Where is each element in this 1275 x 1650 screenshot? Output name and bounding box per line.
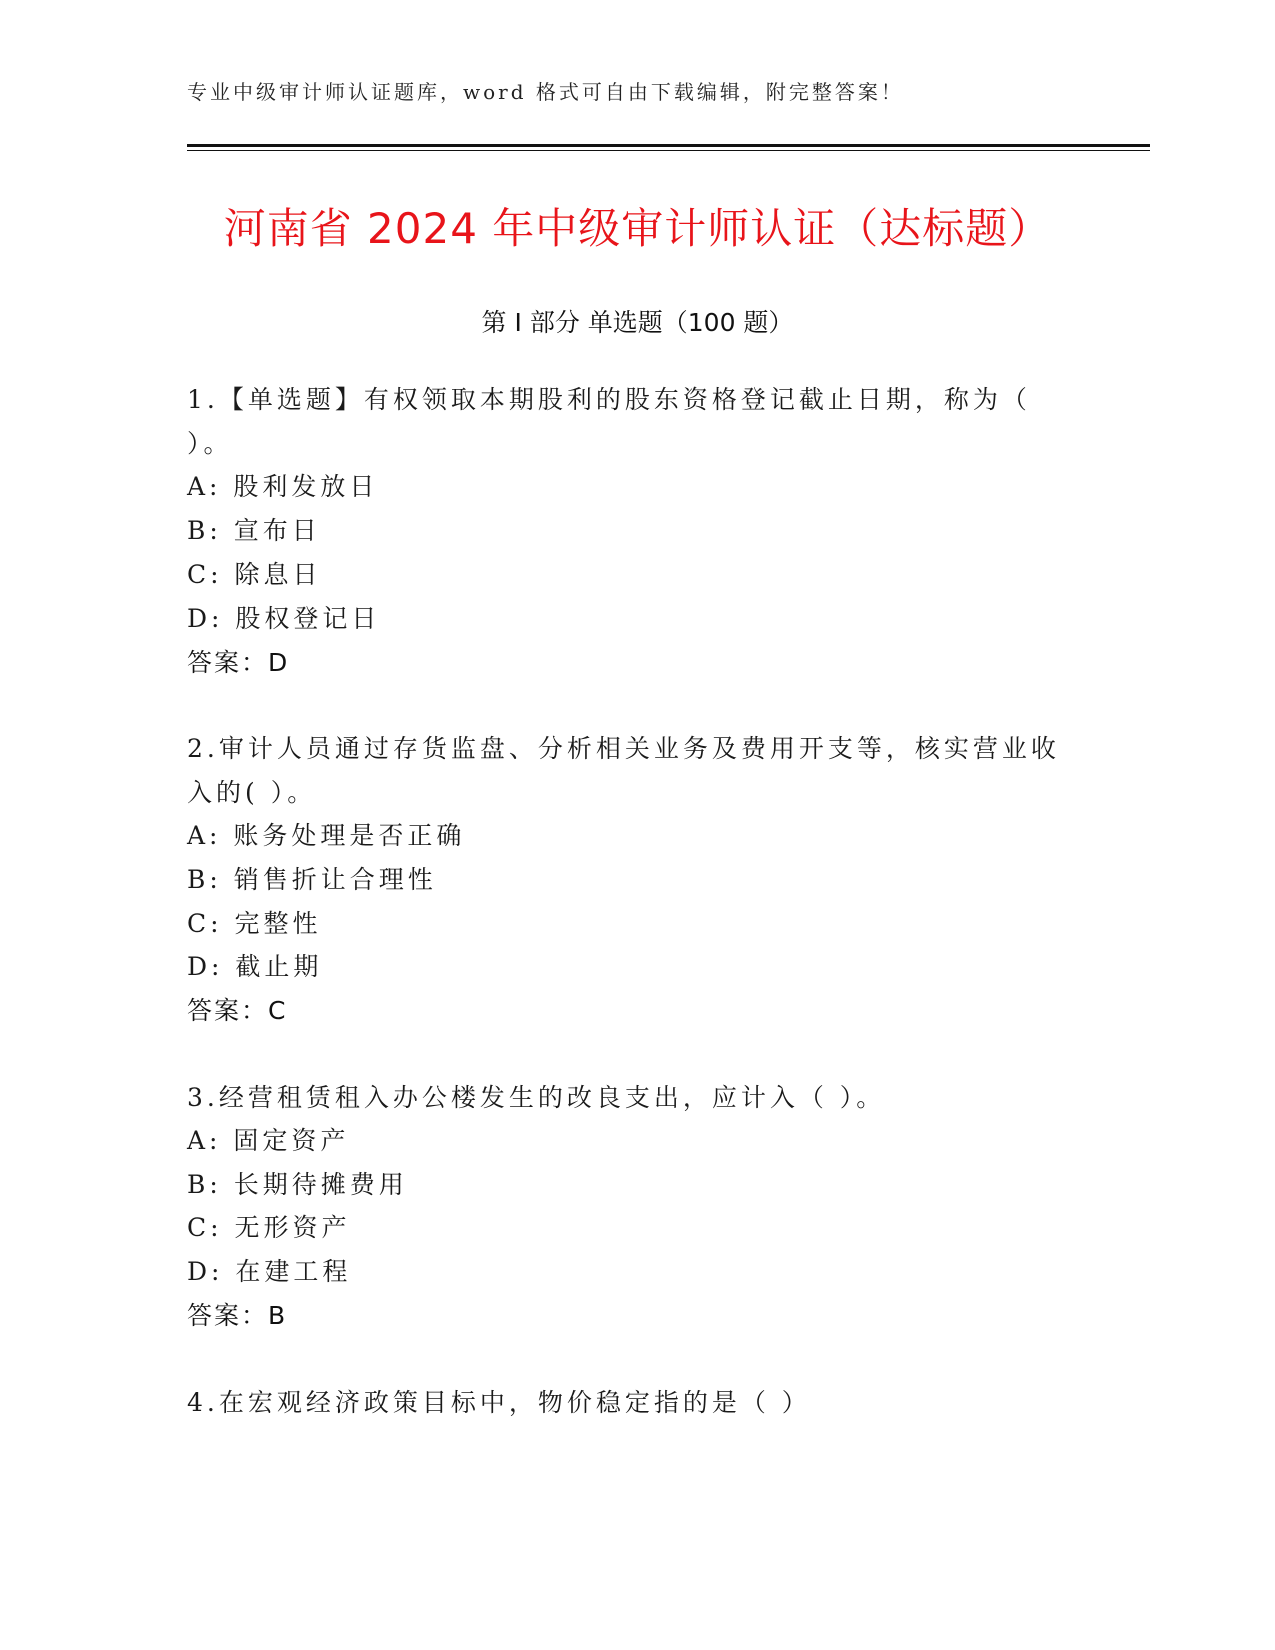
section-title: 第 I 部分 单选题（100 题）	[481, 308, 794, 337]
header-rule-thick	[187, 144, 1150, 147]
question-2-option-c: C: 完整性	[187, 909, 322, 938]
question-1-answer: 答案：D	[187, 648, 290, 677]
question-1-option-a: A: 股利发放日	[187, 472, 379, 501]
question-2-answer: 答案：C	[187, 996, 288, 1025]
document-title: 河南省 2024 年中级审计师认证（达标题）	[223, 204, 1052, 253]
question-1-option-d: D: 股权登记日	[187, 604, 381, 633]
question-2-option-b: B: 销售折让合理性	[187, 865, 437, 894]
question-3-option-c: C: 无形资产	[187, 1213, 351, 1242]
question-1-option-c: C: 除息日	[187, 560, 322, 589]
question-1-stem-line2: ）。	[187, 429, 233, 458]
question-4-stem-line1: 4.在宏观经济政策目标中，物价稳定指的是（ ）	[187, 1388, 811, 1417]
question-1-option-b: B: 宣布日	[187, 516, 321, 545]
question-3-option-d: D: 在建工程	[187, 1257, 352, 1286]
question-2-option-a: A: 账务处理是否正确	[187, 821, 466, 850]
question-3-answer: 答案：B	[187, 1301, 288, 1330]
header-rule-thin	[187, 150, 1150, 151]
question-2-stem-line1: 2.审计人员通过存货监盘、分析相关业务及费用开支等，核实营业收	[187, 734, 1060, 763]
question-3-stem-line1: 3.经营租赁租入办公楼发生的改良支出，应计入（ ）。	[187, 1083, 886, 1112]
question-2-stem-line2: 入的( ）。	[187, 778, 317, 807]
question-3-option-b: B: 长期待摊费用	[187, 1170, 408, 1199]
question-3-option-a: A: 固定资产	[187, 1126, 350, 1155]
header-note: 专业中级审计师认证题库，word 格式可自由下载编辑，附完整答案！	[187, 80, 904, 104]
question-2-option-d: D: 截止期	[187, 952, 323, 981]
question-1-stem-line1: 1.【单选题】有权领取本期股利的股东资格登记截止日期，称为（	[187, 385, 1031, 414]
